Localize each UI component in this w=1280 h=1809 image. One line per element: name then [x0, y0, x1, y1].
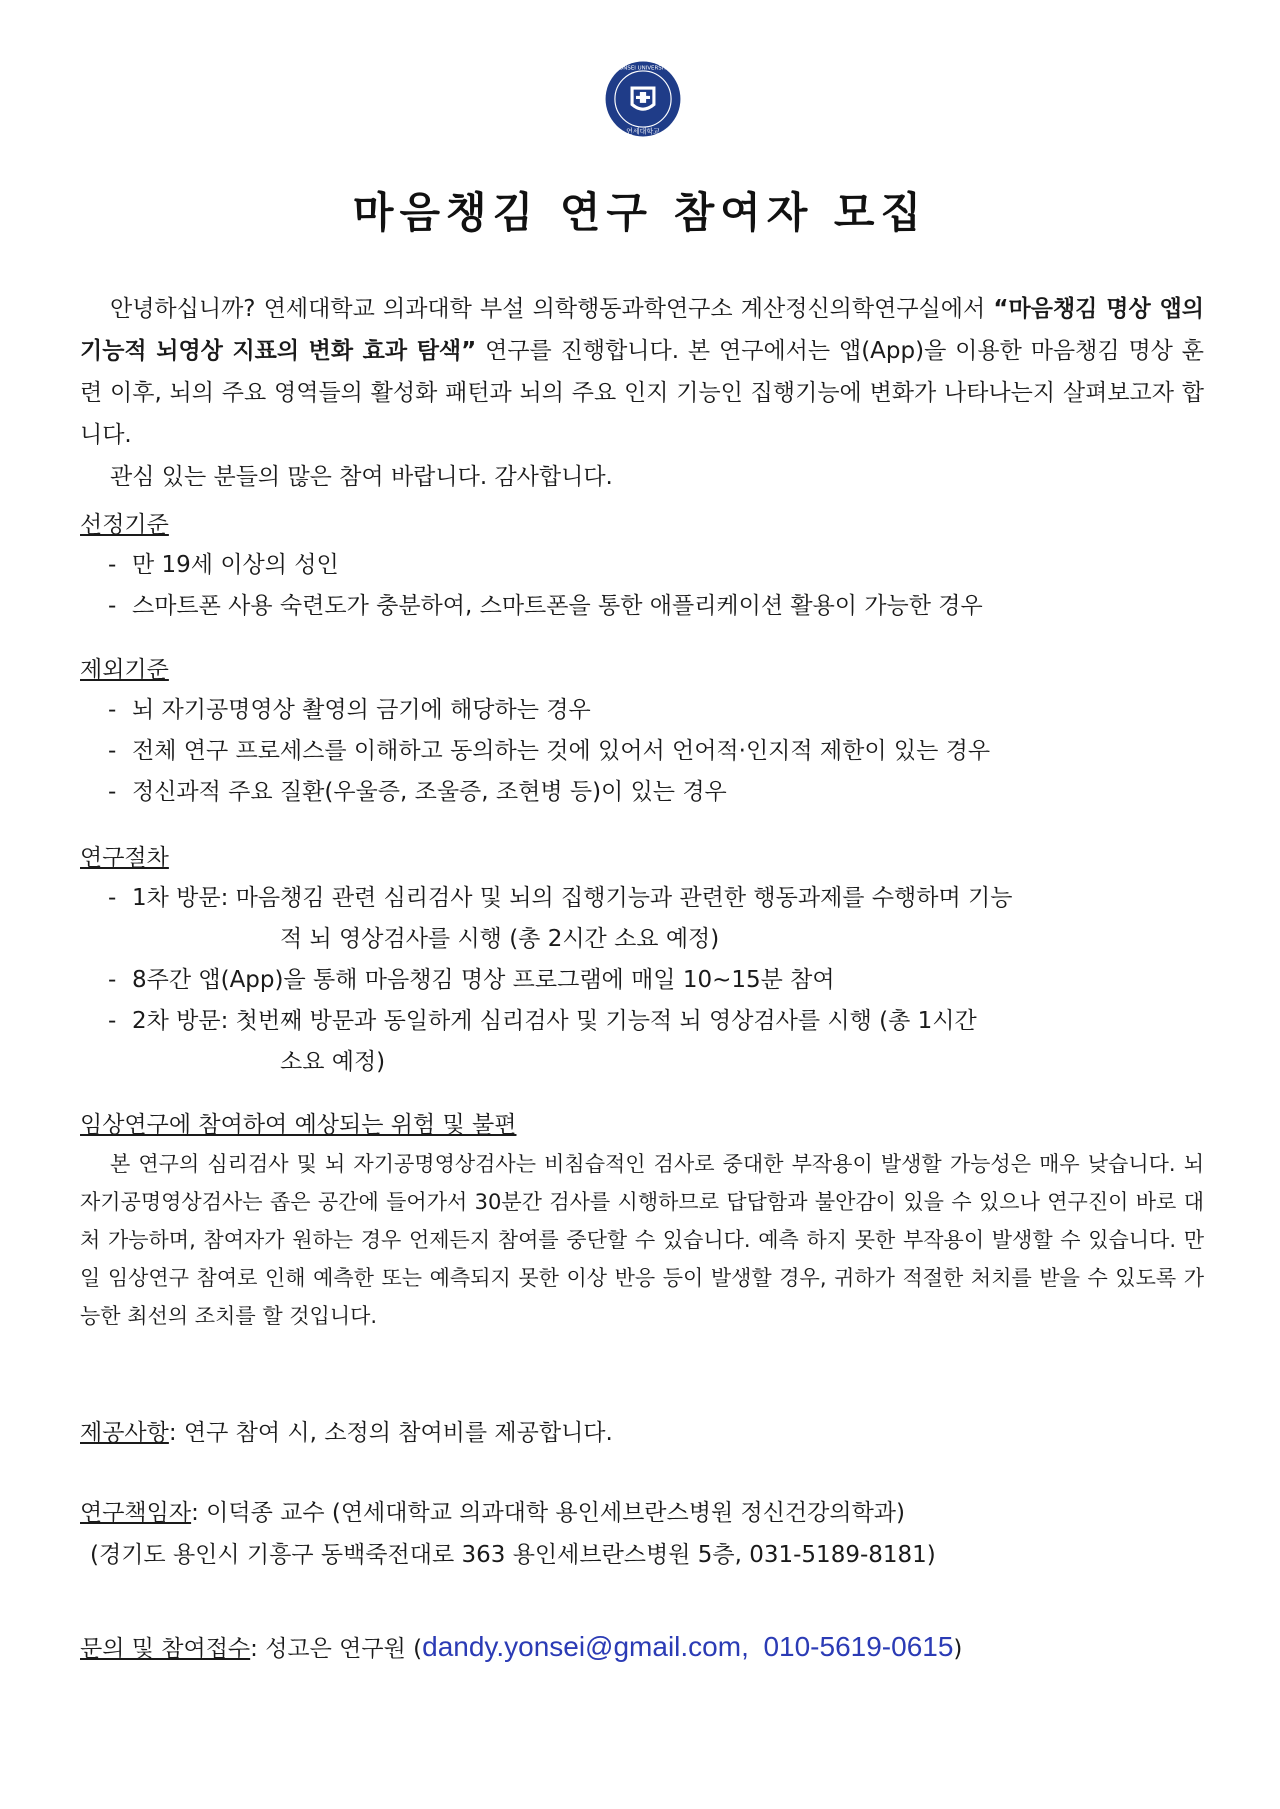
contact-close-paren: )	[953, 1636, 963, 1662]
svg-text:YONSEI UNIVERSITY: YONSEI UNIVERSITY	[615, 65, 671, 72]
list-item: - 1차 방문: 마음챙김 관련 심리검사 및 뇌의 집행기능과 관련한 행동과제를 수행하며 기능 적 뇌 영상검사를 시행 (총 2시간 소요 예정)	[108, 885, 1013, 952]
pi-line	[80, 1493, 905, 1533]
list-item: - 스마트폰 사용 숙련도가 충분하여, 스마트폰을 통한 애플리케이션 활용이 가능한 경우	[108, 593, 983, 619]
provision-label: 제공사항	[80, 1420, 169, 1446]
list-item: - 정신과적 주요 질환(우울증, 조울증, 조현병 등)이 있는 경우	[108, 779, 727, 805]
risk-text: 본 연구의 심리검사 및 뇌 자기공명영상검사는 비침습적인 검사로 중대한 부작용이 발생할 가능성은 매우 낮습니다. 뇌 자기공명영상검사는 좁은 공간에 들어가서 30분간 검사를 시행하므로 답답함과 불안감이 있을 수 있으나 연구진이 바로 대처 가능하며, 참여자가 원하는 경우 언제든지 참여를 중단할 수 있습니다. 예측 하지 못한 부작용이 발생할 수 있습니다. 만일 임상연구 참여로 인해 예측한 또는 예측되지 못한 이상 반응 등이 발생할 경우, 귀하가 적절한 처치를 받을 수 있도록 가능한 최선의 조치를 할 것입니다.	[80, 1152, 1204, 1328]
contact-label: 문의 및 참여접수	[80, 1636, 251, 1662]
intro-closing: 관심 있는 분들의 많은 참여 바랍니다. 감사합니다.	[110, 464, 613, 490]
yonsei-university-seal-icon	[604, 60, 682, 138]
page-title: 마음챙김 연구 참여자 모집	[352, 188, 928, 237]
study-title-bold: “마음챙김 명상 앱의 기능적 뇌영상 지표의 변화 효과 탐색”	[80, 296, 1205, 364]
contact-name: : 성고은 연구원 (	[250, 1636, 423, 1662]
intro-section	[80, 288, 1204, 498]
contact-phone-link[interactable]: 010-5619-0615	[763, 1631, 954, 1662]
list-item: - 뇌 자기공명영상 촬영의 금기에 해당하는 경우	[108, 697, 591, 723]
procedure-section	[80, 838, 1204, 1083]
svg-text:연세대학교: 연세대학교	[626, 126, 660, 136]
contact-line	[80, 1625, 962, 1671]
intro-paragraph	[80, 288, 1204, 456]
contact-email-link[interactable]: dandy.yonsei@gmail.com,	[422, 1631, 749, 1662]
list-item: - 전체 연구 프로세스를 이해하고 동의하는 것에 있어서 언어적·인지적 제한이 있는 경우	[108, 738, 991, 764]
pi-address: (경기도 용인시 기흥구 동백죽전대로 363 용인세브란스병원 5층, 031-5189-8181)	[90, 1542, 936, 1568]
risk-heading: 임상연구에 참여하여 예상되는 위험 및 불편	[80, 1112, 517, 1138]
exclusion-heading: 제외기준	[80, 657, 169, 683]
exclusion-section	[80, 650, 1204, 813]
pi-label: 연구책임자	[80, 1500, 192, 1526]
inclusion-section	[80, 505, 1204, 627]
procedure-heading: 연구절차	[80, 845, 169, 871]
risk-section	[80, 1105, 1204, 1335]
provision-value: : 연구 참여 시, 소정의 참여비를 제공합니다.	[168, 1420, 613, 1446]
intro-text-after: 연구를 진행합니다. 본 연구에서는 앱(App)을 이용한 마음챙김 명상 훈련 이후, 뇌의 주요 영역들의 활성화 패턴과 뇌의 주요 인지 기능인 집행기능에 변화가 나타나는지 살펴보고자 합니다.	[80, 338, 1204, 448]
intro-text-before: 안녕하십니까? 연세대학교 의과대학 부설 의학행동과학연구소 계산정신의학연구실에서	[110, 296, 994, 322]
pi-value: : 이덕종 교수 (연세대학교 의과대학 용인세브란스병원 정신건강의학과)	[191, 1500, 905, 1526]
list-item: - 만 19세 이상의 성인	[108, 552, 339, 578]
list-item: - 8주간 앱(App)을 통해 마음챙김 명상 프로그램에 매일 10~15분 참여	[108, 967, 835, 993]
list-item: - 2차 방문: 첫번째 방문과 동일하게 심리검사 및 기능적 뇌 영상검사를 시행 (총 1시간 소요 예정)	[108, 1008, 977, 1075]
provision-line	[80, 1413, 613, 1453]
inclusion-heading: 선정기준	[80, 512, 169, 538]
